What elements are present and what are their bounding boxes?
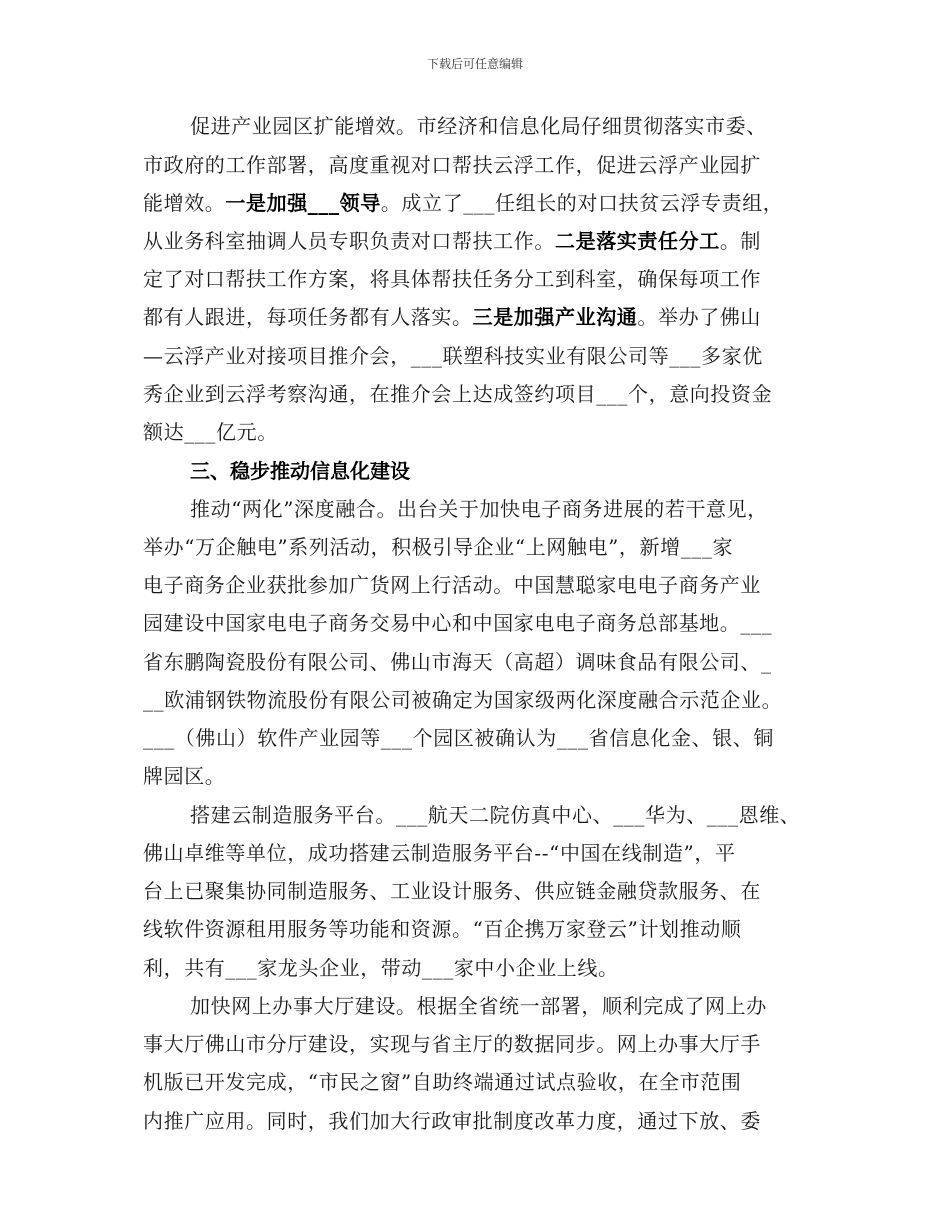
text-line: 牌园区。 <box>143 764 226 788</box>
text-line <box>143 229 823 253</box>
section-heading: 三、稳步推动信息化建设 <box>190 459 410 483</box>
text-line: 秀企业到云浮考察沟通，在推介会上达成签约项目___个，意向投资金 <box>143 382 773 406</box>
text-line: 内推广应用。同时，我们加大行政审批制度改革力度，通过下放、委 <box>143 1109 761 1133</box>
text-line: 省东鹏陶瓷股份有限公司、佛山市海天（高超）调味食品有限公司、_ <box>143 650 772 674</box>
text-line: 额达___亿元。 <box>143 420 278 444</box>
text-line: 定了对口帮扶工作方案，将具体帮扶任务分工到科室，确保每项工作 <box>143 267 761 291</box>
text-line: ___（佛山）软件产业园等___个园区被确认为___省信息化金、银、铜 <box>143 726 774 750</box>
text-line: 线软件资源租用服务等功能和资源。“百企携万家登云”计划推动顺 <box>143 917 742 941</box>
text-line: 园建设中国家电电子商务交易中心和中国家电电子商务总部基地。___ <box>143 611 773 635</box>
text-line: 台上已聚集协同制造服务、工业设计服务、供应链金融贷款服务、在 <box>143 879 761 903</box>
bold-phrase: 二是落实责任分工 <box>555 229 720 253</box>
text-line: —云浮产业对接项目推介会，___联塑科技实业有限公司等___多家优 <box>143 344 763 368</box>
text-run: 。成立了___任组长的对口扶贫云浮专责组， <box>380 191 784 215</box>
text-line <box>143 191 823 215</box>
text-line: 电子商务企业获批参加广货网上行活动。中国慧聪家电电子商务产业 <box>143 573 761 597</box>
text-line: 利，共有___家龙头企业，带动___家中小企业上线。 <box>143 956 619 980</box>
text-line: 佛山卓维等单位，成功搭建云制造服务平台--“中国在线制造”，平 <box>143 841 736 865</box>
text-line: 市政府的工作部署，高度重视对口帮扶云浮工作，促进云浮产业园扩 <box>143 153 761 177</box>
text-line: 促进产业园区扩能增效。市经济和信息化局仔细贯彻落实市委、 <box>190 114 767 138</box>
text-run: 。举办了佛山 <box>637 305 762 329</box>
text-line: __欧浦钢铁物流股份有限公司被确定为国家级两化深度融合示范企业。 <box>143 688 783 712</box>
text-line: 推动“两化”深度融合。出台关于加快电子商务进展的若干意见， <box>190 497 768 521</box>
text-run: 从业务科室抽调人员专职负责对口帮扶工作。 <box>143 229 555 253</box>
text-line: 事大厅佛山市分厅建设，实现与省主厅的数据同步。网上办事大厅手 <box>143 1032 761 1056</box>
bold-phrase: 一是加强___领导 <box>225 191 381 215</box>
text-run: 能增效。 <box>143 191 226 215</box>
text-line: 搭建云制造服务平台。___航天二院仿真中心、___华为、___恩维、 <box>190 803 801 827</box>
text-line: 加快网上办事大厅建设。根据全省统一部署，顺利完成了网上办 <box>190 994 767 1018</box>
text-line: 机版已开发完成，“市民之窗”自助终端通过试点验收，在全市范围 <box>143 1070 742 1094</box>
bold-phrase: 三是加强产业沟通 <box>472 305 638 329</box>
text-line: 举办“万企触电”系列活动，积极引导企业“上网触电”，新增___家 <box>143 535 734 559</box>
text-run: 。制 <box>719 229 762 253</box>
text-run: 都有人跟进，每项任务都有人落实。 <box>143 305 473 329</box>
page-header: 下载后可任意编辑 <box>426 57 523 71</box>
text-line <box>143 305 823 329</box>
